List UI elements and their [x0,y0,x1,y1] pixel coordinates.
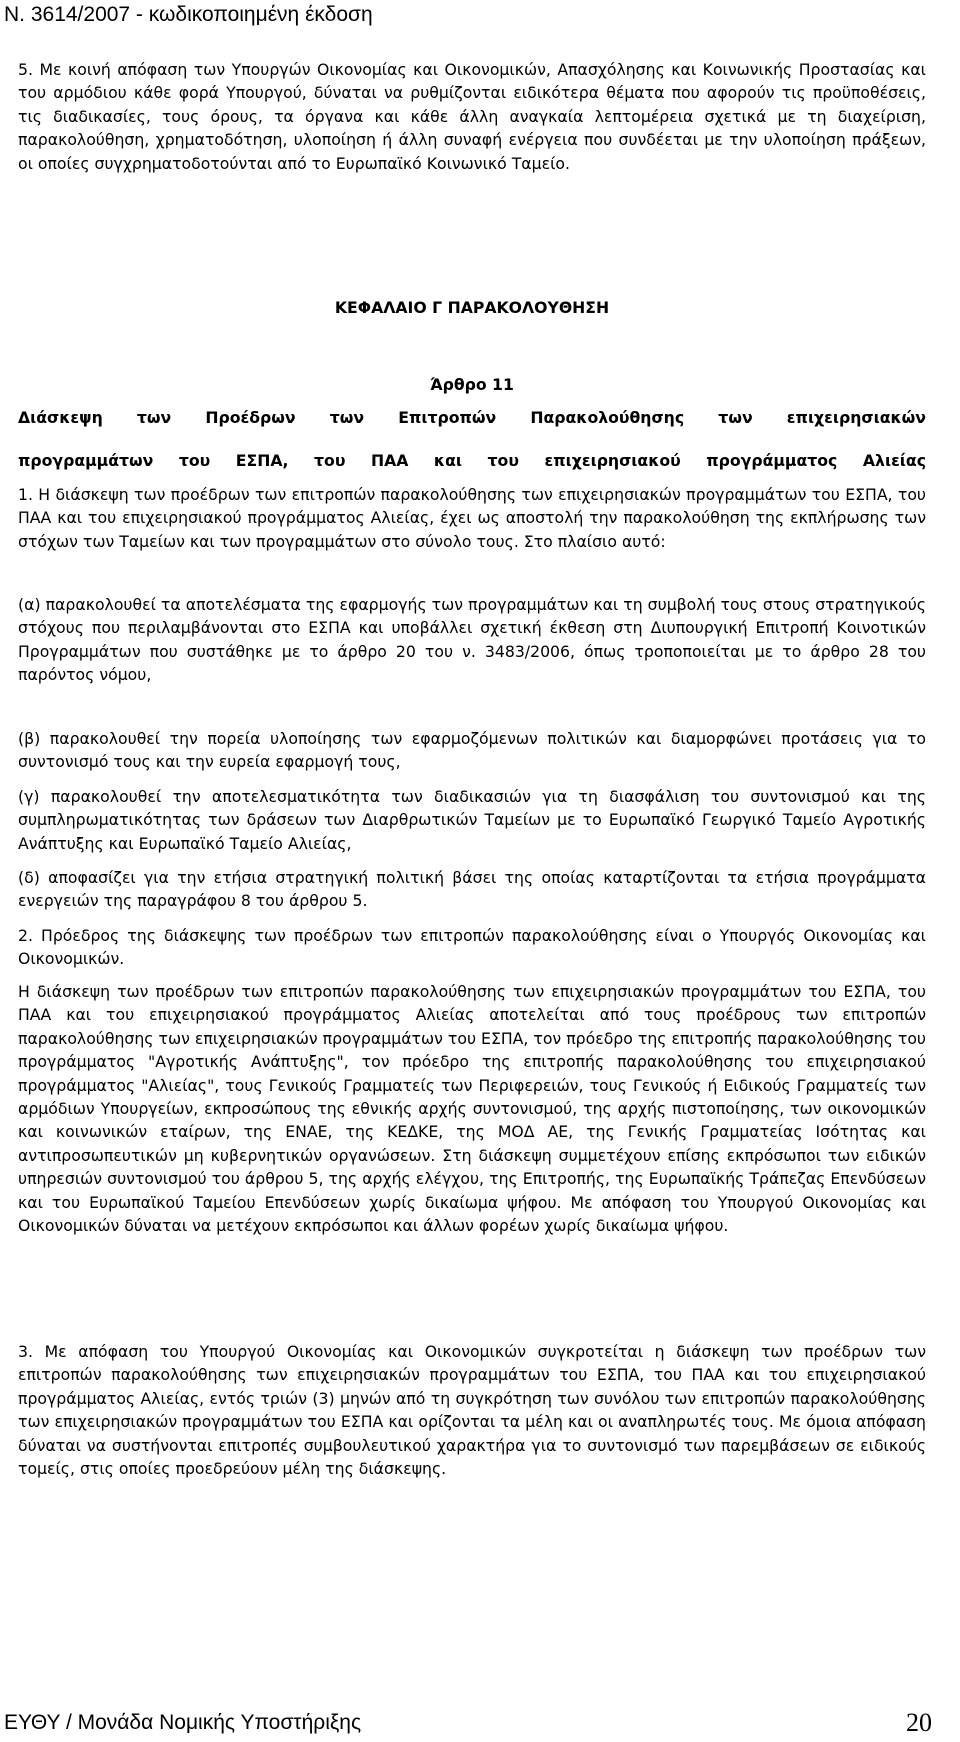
article-number: Άρθρο 11 [430,375,514,394]
paragraph-2-body: Η διάσκεψη των προέδρων των επιτροπών παρακολούθησης των επιχειρησιακών προγραμμάτων του ΕΣΠΑ, του ΠΑΑ και του επιχειρησιακού προγράμματος Αλιείας αποτελείται από τους προέδρους των επιτροπών παρακολούθησης των επιχειρησιακών προγραμμάτων του ΕΣΠΑ, τον πρόεδρο της επιτροπής παρακολούθησης του προγράμματος "Αγροτικής Ανάπτυξης", τον πρόεδρο της επιτροπής παρακολούθησης του επιχειρησιακού προγράμματος "Αλιείας", τους Γενικούς Γραμματείς των Περιφερειών, τους Γενικούς ή Ειδικούς Γραμματείς των αρμόδιων Υπουργείων, εκπροσώπους της εθνικής αρχής συντονισμού, της αρχής πιστοποίησης, των οικονομικών και κοινωνικών εταίρων, της ΕΝΑΕ, της ΚΕΔΚΕ, της ΜΟΔ ΑΕ, της Γενικής Γραμματείας Ισότητας και αντιπροσωπευτικών μη κυβερνητικών οργανώσεων. Στη διάσκεψη συμμετέχουν επίσης εκπρόσωποι των ειδικών υπηρεσιών συντονισμού του άρθρου 5, της αρχής ελέγχου, της Επιτροπής, της Ευρωπαϊκής Τράπεζας Επενδύσεων και του Ευρωπαϊκού Ταμείου Επενδύσεων χωρίς δικαίωμα ψήφου. Με απόφαση του Υπουργού Οικονομίας και Οικονομικών δύναται να μετέχουν εκπρόσωποι και άλλων φορέων χωρίς δικαίωμα ψήφου. [18,982,926,1236]
item-gamma: (γ) παρακολουθεί την αποτελεσματικότητα των διαδικασιών για τη διασφάλιση του συντονισμού και της συμπληρωματικότητας των δράσεων των Διαρθρωτικών Ταμείων με το Ευρωπαϊκό Γεωργικό Ταμείο Αγροτικής Ανάπτυξης και Ευρωπαϊκό Ταμείο Αλιείας, [18,787,926,853]
document-header: Ν. 3614/2007 - κωδικοποιημένη έκδοση [4,3,373,26]
article-title-line2: προγραμμάτων του ΕΣΠΑ, του ΠΑΑ και του επιχειρησιακού προγράμματος Αλιείας [18,451,926,470]
footer-unit: ΕΥΘΥ / Μονάδα Νομικής Υποστήριξης [4,1711,362,1734]
paragraph-2: 2. Πρόεδρος της διάσκεψης των προέδρων των επιτροπών παρακολούθησης είναι ο Υπουργός Οικονομίας και Οικονομικών. [18,926,926,969]
item-delta: (δ) αποφασίζει για την ετήσια στρατηγική πολιτική βάσει της οποίας καταρτίζονται τα ετήσια προγράμματα ενεργειών της παραγράφου 8 του άρθρου 5. [18,868,926,911]
chapter-heading: ΚΕΦΑΛΑΙΟ Γ ΠΑΡΑΚΟΛΟΥΘΗΣΗ [334,298,610,317]
item-alpha: (α) παρακολουθεί τα αποτελέσματα της εφαρμογής των προγραμμάτων και τη συμβολή τους στους στρατηγικούς στόχους που περιλαμβάνονται στο ΕΣΠΑ και υποβάλλει σχετική έκθεση στη Διυπουργική Επιτροπή Κοινοτικών Προγραμμάτων που συστάθηκε με το άρθρο 20 του ν. 3483/2006, όπως τροποποιείται με το άρθρο 28 του παρόντος νόμου, [18,595,926,685]
page-number: 20 [906,1708,932,1737]
paragraph-1: 1. Η διάσκεψη των προέδρων των επιτροπών παρακολούθησης των επιχειρησιακών προγραμμάτων του ΕΣΠΑ, του ΠΑΑ και του επιχειρησιακού προγράμματος Αλιείας, έχει ως αποστολή την παρακολούθηση της εκπλήρωσης των στόχων των Ταμείων και των προγραμμάτων στο σύνολο τους. Στο πλαίσιο αυτό: [18,485,926,551]
intro-paragraph: 5. Με κοινή απόφαση των Υπουργών Οικονομίας και Οικονομικών, Απασχόλησης και Κοινωνικής Προστασίας και του αρμόδιου κάθε φορά Υπουργού, δύναται να ρυθμίζονται ειδικότερα θέματα που αφορούν τις προϋποθέσεις, τις διαδικασίες, τους όρους, τα όργανα και κάθε άλλη αναγκαία λεπτομέρεια σχετικά με τη διαχείριση, παρακολούθηση, χρηματοδότηση, υλοποίηση ή άλλη συναφή ενέργεια που συνδέεται με την υλοποίηση πράξεων, οι οποίες συγχρηματοδοτούνται από το Ευρωπαϊκό Κοινωνικό Ταμείο. [18,60,926,173]
paragraph-3: 3. Με απόφαση του Υπουργού Οικονομίας και Οικονομικών συγκροτείται η διάσκεψη των προέδρων των επιτροπών παρακολούθησης των επιχειρησιακών προγραμμάτων του ΕΣΠΑ, του ΠΑΑ και του επιχειρησιακού προγράμματος Αλιείας, εντός τριών (3) μηνών από τη συγκρότηση των συνόλου των επιτροπών παρακολούθησης των επιχειρησιακών προγραμμάτων του ΕΣΠΑ και ορίζονται τα μέλη και οι αναπληρωτές τους. Με όμοια απόφαση δύναται να συστήνονται επιτροπές συμβουλευτικού χαρακτήρα για το συντονισμό των παρεμβάσεων σε ειδικούς τομείς, στις οποίες προεδρεύουν μέλη της διάσκεψης. [18,1342,926,1479]
item-beta: (β) παρακολουθεί την πορεία υλοποίησης των εφαρμοζόμενων πολιτικών και διαμορφώνει προτάσεις για το συντονισμό τους και την ευρεία εφαρμογή τους, [18,729,926,772]
article-title-line1: Διάσκεψη των Προέδρων των Επιτροπών Παρακολούθησης των επιχειρησιακών [18,408,926,427]
